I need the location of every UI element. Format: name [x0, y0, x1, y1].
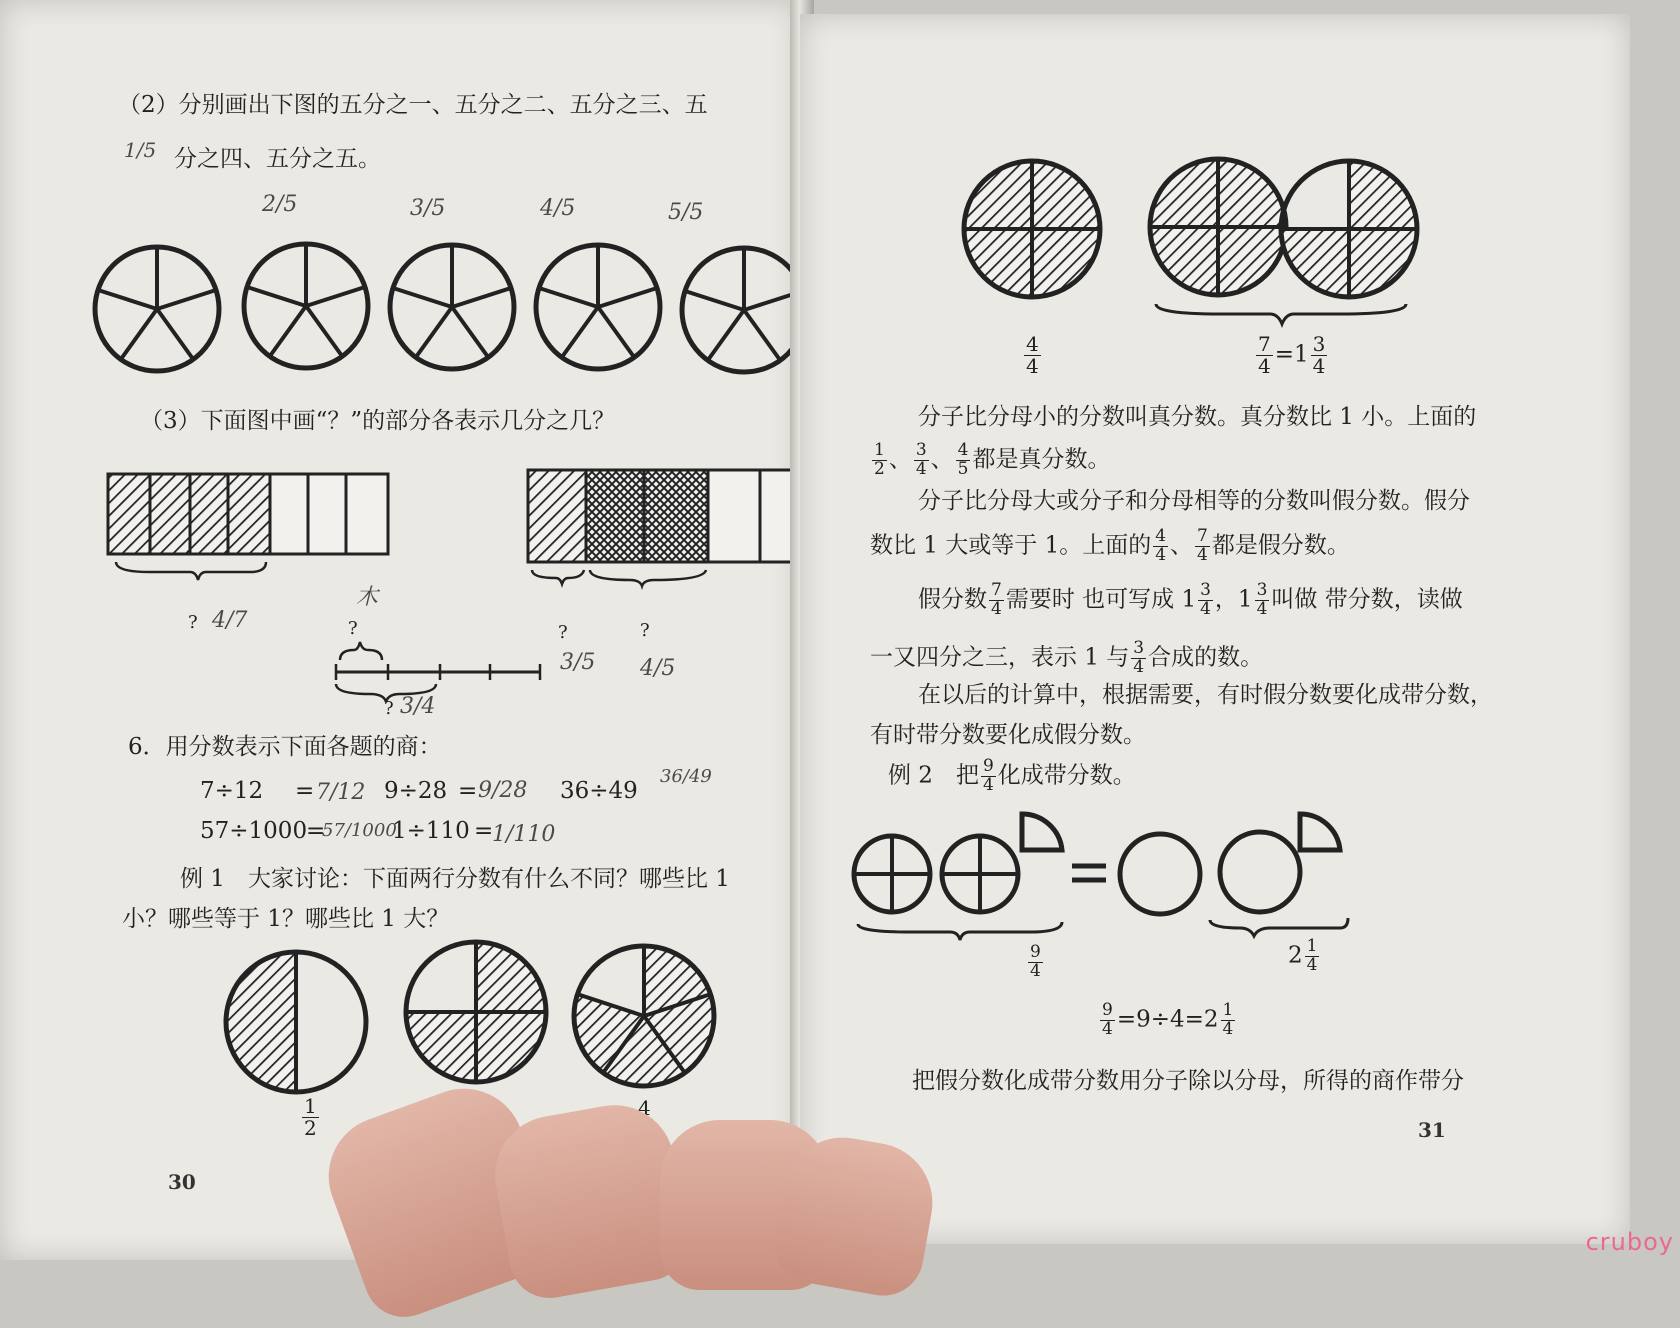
equals-2: =	[458, 778, 478, 804]
division-3: 36÷49	[560, 778, 638, 804]
p3-line2: 一又四分之三，表示 1 与 $\frac{3}{4}$ 合成的数。	[870, 638, 1264, 677]
example1-line1: 例 1 大家讨论：下面两行分数有什么不同？哪些比 1	[180, 866, 730, 892]
last-line: 把假分数化成带分数用分子除以分母，所得的商作带分	[912, 1068, 1464, 1094]
equals-1: =	[295, 778, 315, 804]
right-page	[800, 14, 1630, 1244]
handwriting-4-5b: 4/5	[640, 656, 676, 681]
handwriting-2-5: 2/5	[262, 192, 298, 217]
handwriting-36-49: 36/49	[660, 766, 712, 787]
q2-line1: （2）分别画出下图的五分之一、五分之二、五分之三、五	[118, 92, 708, 118]
p4-line2: 有时带分数要化成假分数。	[870, 722, 1146, 748]
division-1: 7÷12	[200, 778, 264, 804]
p1-line2: $\frac{1}{2}$ 、 $\frac{3}{4}$ 、 $\frac{4}{5}$ 都是真分数。	[874, 440, 1111, 479]
page-number-right: 31	[1418, 1118, 1446, 1142]
division-2: 9÷28	[384, 778, 448, 804]
qmark-1: ?	[188, 612, 198, 633]
handwriting-4-7: 4/7	[212, 608, 248, 633]
frac-4-5: 4	[638, 1096, 651, 1120]
equals-sign	[1072, 866, 1106, 880]
example2: 例 2 把 $\frac{9}{4}$ 化成带分数。	[888, 756, 1136, 795]
whole-circle	[1220, 832, 1300, 912]
mixed-2-1-4: 2 $\frac{1}{4}$	[1288, 936, 1318, 975]
handwriting-5-5: 5/5	[668, 200, 704, 225]
p4-line1: 在以后的计算中，根据需要，有时假分数要化成带分数，	[918, 682, 1493, 708]
left-page	[0, 0, 800, 1260]
qmark-5: ?	[384, 698, 394, 719]
p2-line2: 数比 1 大或等于 1。上面的 $\frac{4}{4}$ 、 $\frac{7}{4}$ 都是假分数。	[870, 526, 1350, 565]
handwriting-1-5: 1/5	[124, 138, 157, 162]
handwriting-1-110: 1/110	[492, 822, 556, 847]
handwriting-7-12: 7/12	[316, 780, 366, 805]
qmark-2: ?	[348, 618, 358, 639]
p1-line1: 分子比分母小的分数叫真分数。真分数比 1 小。上面的	[918, 404, 1477, 430]
example2-brace-left	[858, 922, 1062, 940]
frac-9-4: $\frac{9}{4}$	[1030, 942, 1041, 981]
watermark: cruboy	[1585, 1228, 1674, 1256]
division-equation: $\frac{9}{4}$ =9÷4=2 $\frac{1}{4}$	[1102, 1000, 1234, 1039]
equals-3: =	[306, 818, 326, 844]
frac-4-4: $\frac{4}{4}$	[1026, 332, 1039, 378]
handwriting-9-28: 9/28	[478, 778, 528, 803]
example2-brace-right	[1210, 918, 1348, 936]
handwriting-3-4: 3/4	[400, 694, 436, 719]
example1-line2: 小？哪些等于 1？哪些比 1 大？	[122, 906, 450, 932]
mixed-7-4: $\frac{7}{4}$ =1 $\frac{3}{4}$	[1258, 332, 1326, 378]
handwriting-mu: 木	[356, 585, 379, 610]
quarter-piece	[1300, 814, 1340, 850]
example1-circles	[0, 0, 800, 1140]
division-4: 57÷1000	[200, 818, 308, 844]
p2-line1: 分子比分母大或分子和分母相等的分数叫假分数。假分	[918, 488, 1470, 514]
handwriting-3-5: 3/5	[410, 196, 446, 221]
division-5: 1÷110	[392, 818, 470, 844]
equals-4: =	[474, 818, 494, 844]
handwriting-3-5b: 3/5	[560, 650, 596, 675]
handwriting-57-1000: 57/1000	[322, 820, 397, 841]
whole-circle	[1120, 834, 1200, 914]
qmark-3: ?	[558, 622, 568, 643]
p3-line1: 假分数 $\frac{7}{4}$ 需要时 也可写成 1 $\frac{3}{4}$ ，1 $\frac{3}{4}$ 叫做 带分数，读做	[918, 580, 1463, 619]
page-number-left: 30	[168, 1170, 196, 1194]
q2-line2: 分之四、五分之五。	[174, 146, 381, 172]
frac-1-2: $\frac{1}{2}$	[304, 1094, 317, 1140]
example2-figure	[800, 14, 1630, 934]
q3: （3）下面图中画“？”的部分各表示几分之几？	[140, 408, 616, 434]
handwriting-4-5: 4/5	[540, 196, 576, 221]
qmark-4: ?	[640, 620, 650, 641]
quarter-piece	[1022, 814, 1062, 850]
quarter-dividers	[854, 836, 1018, 912]
q6: 6．用分数表示下面各题的商：	[128, 734, 442, 760]
shaded-half	[226, 952, 296, 1092]
